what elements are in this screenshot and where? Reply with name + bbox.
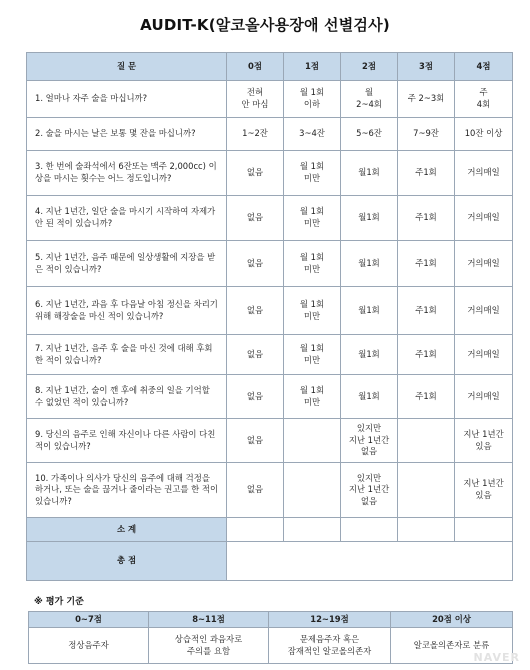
answer-score-3	[398, 419, 455, 463]
answer-score-1: 3~4잔	[284, 118, 341, 151]
criteria-value: 상습적인 과음자로 주의를 요함	[149, 628, 269, 664]
answer-score-0: 없음	[227, 287, 284, 335]
answer-score-0: 1~2잔	[227, 118, 284, 151]
answer-score-4: 주 4회	[455, 81, 513, 118]
answer-score-4: 거의매일	[455, 335, 513, 375]
header-score-2: 2점	[341, 53, 398, 81]
answer-score-2: 월 2~4회	[341, 81, 398, 118]
answer-score-1	[284, 463, 341, 518]
answer-score-2: 5~6잔	[341, 118, 398, 151]
question-text: 8. 지난 1년간, 술이 깬 후에 취중의 일을 기억할 수 없었던 적이 있습니까?	[27, 375, 227, 419]
question-row	[27, 241, 513, 287]
answer-score-4: 지난 1년간 있음	[455, 463, 513, 518]
question-text: 6. 지난 1년간, 과음 후 다음날 아침 정신을 차리기 위해 해장술을 마신 적이 있습니까?	[27, 287, 227, 335]
subtotal-cell	[398, 518, 455, 542]
question-row	[27, 287, 513, 335]
answer-score-4: 10잔 이상	[455, 118, 513, 151]
total-row	[27, 542, 513, 581]
criteria-header-row	[29, 612, 513, 628]
answer-score-0: 없음	[227, 463, 284, 518]
answer-score-0: 없음	[227, 335, 284, 375]
subtotal-row	[27, 518, 513, 542]
criteria-header: 8~11점	[149, 612, 269, 628]
criteria-table	[28, 611, 513, 664]
question-row	[27, 375, 513, 419]
audit-table	[26, 52, 513, 581]
answer-score-0: 없음	[227, 241, 284, 287]
answer-score-3: 주1회	[398, 375, 455, 419]
answer-score-3: 주1회	[398, 196, 455, 241]
answer-score-4: 지난 1년간 있음	[455, 419, 513, 463]
answer-score-0: 전혀 안 마심	[227, 81, 284, 118]
answer-score-3: 주1회	[398, 151, 455, 196]
question-text: 2. 술을 마시는 날은 보통 몇 잔을 마십니까?	[27, 118, 227, 151]
answer-score-2: 있지만 지난 1년간 없음	[341, 419, 398, 463]
page-title: AUDIT-K(알코올사용장애 선별검사)	[140, 16, 390, 34]
question-row	[27, 419, 513, 463]
criteria-value: 정상음주자	[29, 628, 149, 664]
subtotal-cell	[455, 518, 513, 542]
answer-score-4: 거의매일	[455, 196, 513, 241]
watermark: NAVER	[473, 651, 520, 664]
table-header-row	[27, 53, 513, 81]
answer-score-1: 월 1회 미만	[284, 335, 341, 375]
answer-score-3: 주 2~3회	[398, 81, 455, 118]
answer-score-4: 거의매일	[455, 287, 513, 335]
answer-score-1: 월 1회 미만	[284, 196, 341, 241]
question-text: 1. 얼마나 자주 술을 마십니까?	[27, 81, 227, 118]
answer-score-0: 없음	[227, 196, 284, 241]
question-text: 4. 지난 1년간, 일단 술을 마시기 시작하여 자제가 안 된 적이 있습니까?	[27, 196, 227, 241]
question-row	[27, 196, 513, 241]
total-cell	[227, 542, 513, 581]
answer-score-3: 주1회	[398, 241, 455, 287]
criteria-value: 알코올의존자로 분류	[391, 628, 513, 664]
answer-score-2: 월1회	[341, 375, 398, 419]
question-row	[27, 151, 513, 196]
question-row	[27, 118, 513, 151]
subtotal-label: 소 계	[27, 518, 227, 542]
answer-score-2: 월1회	[341, 241, 398, 287]
answer-score-1: 월 1회 미만	[284, 287, 341, 335]
answer-score-1: 월 1회 미만	[284, 241, 341, 287]
question-text: 9. 당신의 음주로 인해 자신이나 다른 사람이 다친 적이 있습니까?	[27, 419, 227, 463]
criteria-header: 20점 이상	[391, 612, 513, 628]
answer-score-0: 없음	[227, 375, 284, 419]
answer-score-2: 있지만 지난 1년간 없음	[341, 463, 398, 518]
answer-score-0: 없음	[227, 419, 284, 463]
header-score-0: 0점	[227, 53, 284, 81]
header-score-4: 4점	[455, 53, 513, 81]
criteria-value-row	[29, 628, 513, 664]
answer-score-1: 월 1회 미만	[284, 375, 341, 419]
answer-score-3	[398, 463, 455, 518]
answer-score-4: 거의매일	[455, 375, 513, 419]
question-text: 7. 지난 1년간, 음주 후 술을 마신 것에 대해 후회한 적이 있습니까?	[27, 335, 227, 375]
question-row	[27, 81, 513, 118]
subtotal-cell	[227, 518, 284, 542]
answer-score-1: 월 1회 이하	[284, 81, 341, 118]
answer-score-4: 거의매일	[455, 151, 513, 196]
question-row	[27, 335, 513, 375]
header-question: 질 문	[27, 53, 227, 81]
criteria-title: ※ 평가 기준	[34, 597, 84, 607]
header-score-1: 1점	[284, 53, 341, 81]
answer-score-1: 월 1회 미만	[284, 151, 341, 196]
answer-score-3: 주1회	[398, 335, 455, 375]
answer-score-3: 주1회	[398, 287, 455, 335]
answer-score-0: 없음	[227, 151, 284, 196]
question-row	[27, 463, 513, 518]
question-text: 3. 한 번에 술좌석에서 6잔또는 맥주 2,000cc) 이상을 마시는 횟수는 어느 정도입니까?	[27, 151, 227, 196]
answer-score-2: 월1회	[341, 287, 398, 335]
question-text: 5. 지난 1년간, 음주 때문에 일상생활에 지장을 받은 적이 있습니까?	[27, 241, 227, 287]
criteria-header: 0~7점	[29, 612, 149, 628]
subtotal-cell	[341, 518, 398, 542]
answer-score-1	[284, 419, 341, 463]
total-label: 총 점	[27, 542, 227, 581]
question-text: 10. 가족이나 의사가 당신의 음주에 대해 걱정을 하거나, 또는 술을 끊거나 줄이라는 권고를 한 적이 있습니까?	[27, 463, 227, 518]
subtotal-cell	[284, 518, 341, 542]
criteria-value: 문제음주자 혹은 잠재적인 알코올의존자	[269, 628, 391, 664]
answer-score-2: 월1회	[341, 196, 398, 241]
answer-score-4: 거의매일	[455, 241, 513, 287]
header-score-3: 3점	[398, 53, 455, 81]
answer-score-2: 월1회	[341, 335, 398, 375]
answer-score-2: 월1회	[341, 151, 398, 196]
answer-score-3: 7~9잔	[398, 118, 455, 151]
criteria-header: 12~19점	[269, 612, 391, 628]
